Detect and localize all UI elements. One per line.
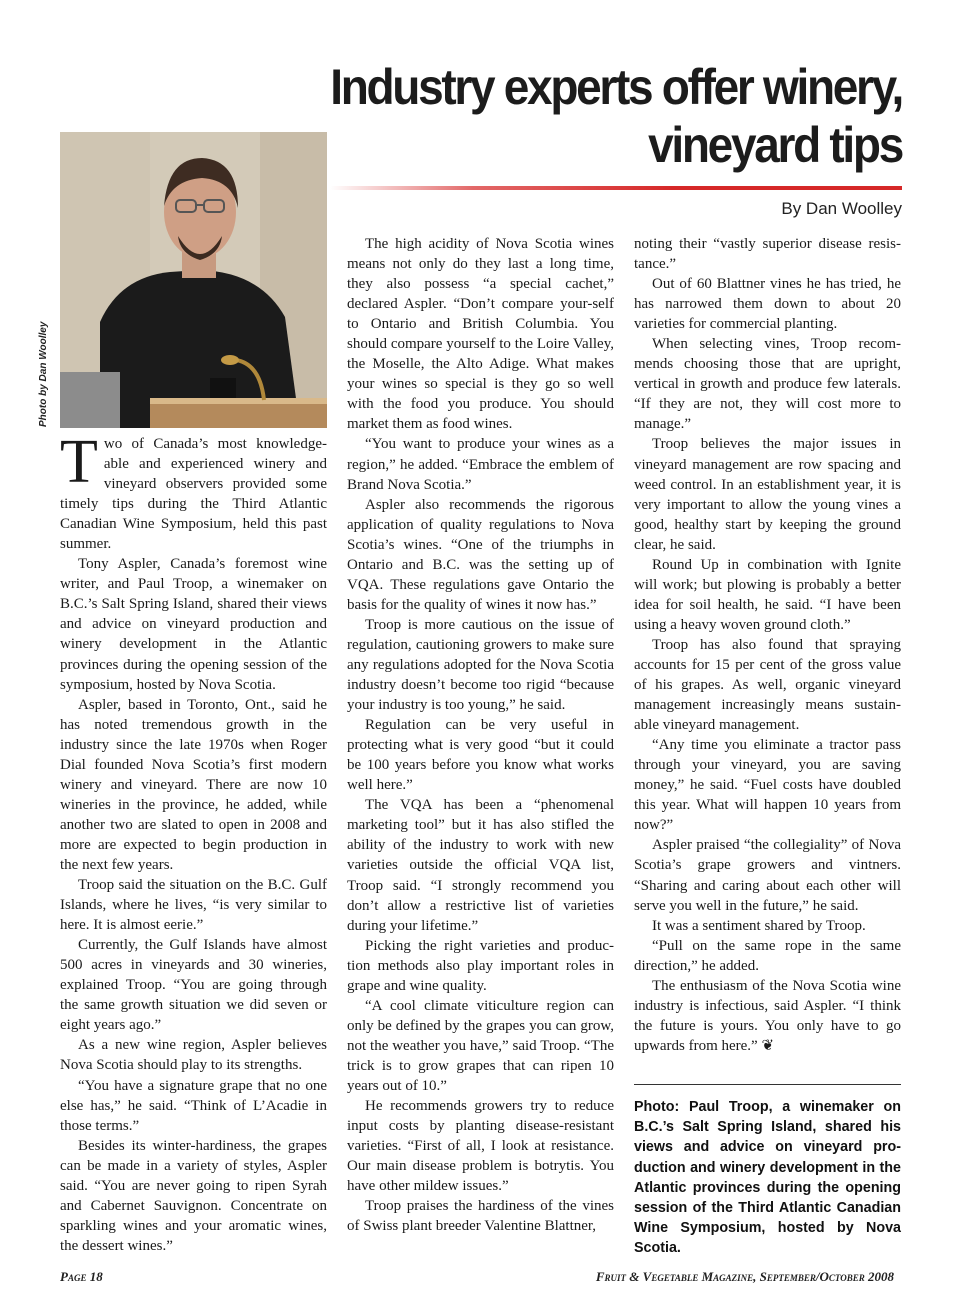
- paragraph: The VQA has been a “phenomenal marketing tool” but it has also stifled the ability of the industry to work with new varieties outside the official VQA list, Troop said. “I strongly recommend you don’t allow a restrictive list of varieties during your lifetime.”: [347, 797, 614, 934]
- paragraph: The enthusiasm of the Nova Scotia wine industry is infectious, said Aspler. “I think the future is yours. You only have to go upwards from here.” ❦: [634, 977, 901, 1054]
- paragraph: Troop believes the major issues in vineyard management are row spacing and weed control. In an establishment year, it is very important to allow the young vines a good, healthy start by keeping the ground clear, he said.: [634, 436, 901, 553]
- article-photo: [60, 132, 327, 428]
- dropcap: T: [60, 428, 98, 496]
- article-column-2: [347, 234, 614, 1236]
- photo-credit: Photo by Dan Woolley: [38, 321, 49, 427]
- page-number: Page 18: [60, 1269, 103, 1284]
- paragraph: Aspler also recommends the rigorous application of quality regulations to Nova Scotia’s wines. “One of the triumphs in Ontario and B.C. was the setting up of VQA. These regulations gave Ontario the basis for the quality of wines it now has.”: [347, 496, 614, 613]
- paragraph: wo of Canada’s most knowledge-able and experienced winery and vineyard observers provided some timely tips during the Third Atlantic Canadian Wine Symposium, held this past summer.: [60, 436, 327, 553]
- paragraph: Out of 60 Blattner vines he has tried, he has narrowed them down to about 20 varieties for commercial planting.: [634, 276, 901, 333]
- paragraph: Troop said the situation on the B.C. Gulf Islands, where he lives, “is very similar to here. It is almost eerie.”: [60, 877, 327, 934]
- headline: [258, 58, 902, 174]
- paragraph: Troop praises the hardiness of the vines of Swiss plant breeder Valentine Blattner,: [347, 1198, 614, 1235]
- paragraph: The high acidity of Nova Scotia wines means not only do they last a long time, they also possess “a special cachet,” declared Aspler. “Don’t compare your-self to Ontario and British Columbia. You should compare yourself to the Loire Valley, the Moselle, the Alto Adige. What makes your wines so special is they go so well with the food you produce. You should market them as food wines.: [347, 236, 614, 433]
- headline-line-2: vineyard tips: [648, 117, 902, 173]
- magazine-footer: Fruit & Vegetable Magazine, September/October 2008: [595, 1269, 894, 1284]
- paragraph: Currently, the Gulf Islands have almost 500 acres in vineyards and 30 wineries, explained Troop. “You are going through the same growth situation we did seven or eight years ago.”: [60, 937, 327, 1034]
- paragraph: “You have a signature grape that no one else has,” he said. “Think of L’Acadie in those terms.”: [60, 1077, 327, 1134]
- paragraph: “You want to produce your wines as a region,” he added. “Embrace the emblem of Brand Nova Scotia.”: [347, 436, 614, 493]
- paragraph: It was a sentiment shared by Troop.: [652, 917, 866, 934]
- headline-rule: [330, 186, 902, 190]
- paragraph: Tony Aspler, Canada’s foremost wine writer, and Paul Troop, a winemaker on B.C.’s Salt Spring Island, shared their views and advice on vineyard production and winery development in the Atlantic provinces during the opening session of the symposium, hosted by Nova Scotia.: [60, 556, 327, 693]
- paragraph: Troop has also found that spraying accounts for 15 per cent of the gross value of his grapes. As well, organic vineyard management increasingly means sustain-able vineyard management.: [634, 636, 901, 734]
- article-column-1: [60, 428, 327, 1256]
- paragraph: When selecting vines, Troop recom-mends choosing those that are upright, vertical in growth and produce few laterals. “If they are not, they will cost more to manage.”: [634, 336, 901, 433]
- paragraph: Regulation can be very useful in protecting what is very good “but it could be 100 years before you know what works well here.”: [347, 717, 614, 794]
- byline: By Dan Woolley: [781, 199, 902, 218]
- paragraph: Picking the right varieties and produc-tion methods also play important roles in grape and wine quality.: [347, 937, 614, 994]
- headline-line-1: Industry experts offer winery,: [330, 59, 902, 115]
- paragraph: “A cool climate viticulture region can only be defined by the grapes you can grow, not the weather you have,” said Troop. “The trick is to grow grapes that can ripen 10 years out of 10.”: [347, 997, 614, 1094]
- paragraph: “Any time you eliminate a tractor pass through your vineyard, you are saving money,” he said. “Fuel costs have doubled this year. What will happen 10 years from now?”: [634, 737, 901, 834]
- paragraph: Troop is more cautious on the issue of regulation, cautioning growers to make sure any regulations adopted for the Nova Scotia industry doesn’t become too rigid “because your industry is too young,” he said.: [347, 616, 614, 714]
- caption-rule: [634, 1084, 901, 1085]
- paragraph: Aspler praised “the collegiality” of Nova Scotia’s grape growers and vintners. “Sharing and caring about each other will serve you well in the future,” he said.: [634, 837, 901, 914]
- paragraph: Aspler, based in Toronto, Ont., said he has noted tremendous growth in the industry since the late 1970s when Roger Dial founded Nova Scotia’s first modern winery and vineyard. There are now 10 wineries in the province, he added, while another two are slated to open in 2008 and more are expected to begin production in the next few years.: [60, 696, 327, 873]
- paragraph: noting their “vastly superior disease resis-tance.”: [634, 236, 901, 273]
- article-column-3: [634, 234, 901, 1056]
- photo-caption: Photo: Paul Troop, a winemaker on B.C.’s Salt Spring Island, shared his views and advice on vineyard pro-duction and winery development in the Atlantic provinces during the opening session of the Third Atlantic Canadian Wine Symposium, hosted by Nova Scotia.: [634, 1099, 901, 1257]
- photo-portrait-illustration: [60, 132, 327, 428]
- paragraph: He recommends growers try to reduce input costs by planting disease-resistant varieties. “First of all, I look at resistance. Our main disease problem is botrytis. You have other mildew issues.”: [347, 1098, 614, 1195]
- paragraph: “Pull on the same rope in the same direction,” he added.: [634, 937, 901, 974]
- paragraph: Round Up in combination with Ignite will work; but plowing is probably a better idea for soil health, he said. “I have been using a heavy woven ground cloth.”: [634, 556, 901, 633]
- paragraph: Besides its winter-hardiness, the grapes can be made in a variety of styles, Aspler said. “You are never going to ripen Syrah and Cabernet Sauvignon. Concentrate on sparkling wines and your aromatic wines, the dessert wines.”: [60, 1137, 327, 1254]
- paragraph: As a new wine region, Aspler believes Nova Scotia should play to its strengths.: [60, 1037, 327, 1074]
